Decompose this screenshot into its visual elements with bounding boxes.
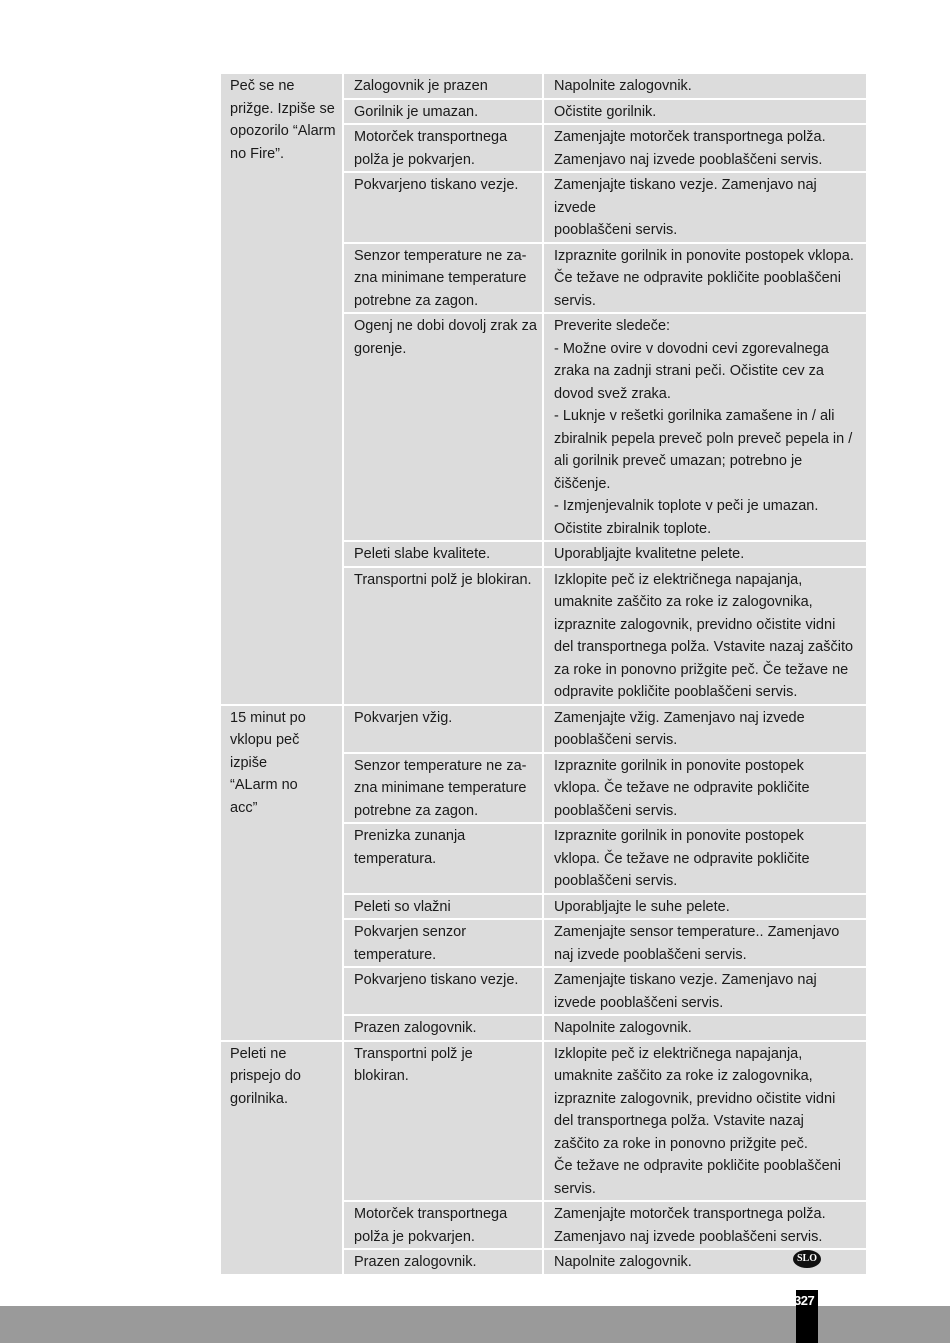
symptom-group xyxy=(221,74,866,704)
solution-cell: Uporabljajte kvalitetne pelete. xyxy=(544,542,866,566)
table-row xyxy=(344,754,866,823)
cause-solution-rows xyxy=(344,706,866,1040)
symptom-cell: Peč se ne prižge. Izpiše se opozorilo “Alarm no Fire”. xyxy=(221,74,342,704)
solution-cell: Očistite gorilnik. xyxy=(544,100,866,124)
solution-cell: Zamenjajte tiskano vezje. Zamenjavo naj izvede pooblaščeni servis. xyxy=(544,968,866,1014)
cause-cell: Senzor temperature ne za- zna minimane temperature potrebne za zagon. xyxy=(344,244,542,313)
solution-cell: Zamenjajte motorček transportnega polža. Zamenjavo naj izvede pooblaščeni servis. xyxy=(544,125,866,171)
table-row xyxy=(344,706,866,752)
symptom-group xyxy=(221,1042,866,1274)
solution-cell: Uporabljajte le suhe pelete. xyxy=(544,895,866,919)
cause-cell: Motorček transportnega polža je pokvarjen. xyxy=(344,1202,542,1248)
table-row xyxy=(344,542,866,566)
table-row xyxy=(344,1042,866,1201)
solution-cell: Zamenjajte tiskano vezje. Zamenjavo naj izvede pooblaščeni servis. xyxy=(544,173,866,242)
cause-cell: Pokvarjen vžig. xyxy=(344,706,542,752)
cause-solution-rows xyxy=(344,74,866,704)
table-row xyxy=(344,1250,866,1274)
symptom-cell: 15 minut po vklopu peč izpiše “ALarm no acc” xyxy=(221,706,342,1040)
cause-cell: Pokvarjeno tiskano vezje. xyxy=(344,173,542,242)
cause-cell: Pokvarjeno tiskano vezje. xyxy=(344,968,542,1014)
table-row xyxy=(344,920,866,966)
solution-cell: Zamenjajte vžig. Zamenjavo naj izvede pooblaščeni servis. xyxy=(544,706,866,752)
table-row xyxy=(344,1202,866,1248)
cause-cell: Prazen zalogovnik. xyxy=(344,1016,542,1040)
table-row xyxy=(344,968,866,1014)
solution-cell: Preverite sledeče: - Možne ovire v dovodni cevi zgorevalnega zraka na zadnji strani peči. Očistite cev za dovod svež zraka. - Luknje v rešetki gorilnika zamašene in / ali zbiralnik pepela preveč poln preveč pepela in / ali gorilnik preveč umazan; potrebno je čiščenje. - Izmjenjevalnik toplote v peči je umazan. Očistite zbiralnik toplote. xyxy=(544,314,866,540)
solution-cell: Zamenjajte motorček transportnega polža. Zamenjavo naj izvede pooblaščeni servis. xyxy=(544,1202,866,1248)
table-row xyxy=(344,568,866,704)
table-row xyxy=(344,824,866,893)
solution-cell: Izpraznite gorilnik in ponovite postopek vklopa. Če težave ne odpravite pokličite pooblaščeni servis. xyxy=(544,824,866,893)
table-row xyxy=(344,314,866,540)
cause-cell: Ogenj ne dobi dovolj zrak za gorenje. xyxy=(344,314,542,540)
table-row xyxy=(344,125,866,171)
cause-cell: Motorček transportnega polža je pokvarjen. xyxy=(344,125,542,171)
table-row xyxy=(344,173,866,242)
symptom-group xyxy=(221,706,866,1040)
solution-cell: Napolnite zalogovnik. xyxy=(544,74,866,98)
solution-cell: Izklopite peč iz električnega napajanja, umaknite zaščito za roke iz zalogovnika, izpraznite zalogovnik, previdno očistite vidni del transportnega polža. Vstavite nazaj zaščito za roke in ponovno prižgite peč. Če težave ne odpravite pokličite pooblaščeni servis. xyxy=(544,568,866,704)
table-row xyxy=(344,100,866,124)
solution-cell: Napolnite zalogovnik. xyxy=(544,1250,866,1274)
table-row xyxy=(344,895,866,919)
cause-cell: Transportni polž je blokiran. xyxy=(344,568,542,704)
solution-cell: Izpraznite gorilnik in ponovite postopek vklopa. Če težave ne odpravite pokličite pooblaščeni servis. xyxy=(544,244,866,313)
solution-cell: Izpraznite gorilnik in ponovite postopek vklopa. Če težave ne odpravite pokličite pooblaščeni servis. xyxy=(544,754,866,823)
cause-cell: Peleti so vlažni xyxy=(344,895,542,919)
cause-cell: Prenizka zunanja temperatura. xyxy=(344,824,542,893)
cause-cell: Gorilnik je umazan. xyxy=(344,100,542,124)
cause-cell: Peleti slabe kvalitete. xyxy=(344,542,542,566)
page-number: 327 xyxy=(794,1293,815,1308)
table-row xyxy=(344,244,866,313)
table-row xyxy=(344,74,866,98)
cause-cell: Pokvarjen senzor temperature. xyxy=(344,920,542,966)
cause-cell: Prazen zalogovnik. xyxy=(344,1250,542,1274)
cause-cell: Transportni polž je blokiran. xyxy=(344,1042,542,1201)
solution-cell: Izklopite peč iz električnega napajanja, umaknite zaščito za roke iz zalogovnika, izpraznite zalogovnik, previdno očistite vidni del transportnega polža. Vstavite nazaj zaščito za roke in ponovno prižgite peč. Če težave ne odpravite pokličite pooblaščeni servis. xyxy=(544,1042,866,1201)
troubleshooting-table xyxy=(221,74,866,1274)
cause-solution-rows xyxy=(344,1042,866,1274)
solution-cell: Napolnite zalogovnik. xyxy=(544,1016,866,1040)
language-badge: SLO xyxy=(793,1250,821,1268)
cause-cell: Zalogovnik je prazen xyxy=(344,74,542,98)
cause-cell: Senzor temperature ne za- zna minimane temperature potrebne za zagon. xyxy=(344,754,542,823)
table-row xyxy=(344,1016,866,1040)
symptom-cell: Peleti ne prispejo do gorilnika. xyxy=(221,1042,342,1274)
solution-cell: Zamenjajte sensor temperature.. Zamenjavo naj izvede pooblaščeni servis. xyxy=(544,920,866,966)
